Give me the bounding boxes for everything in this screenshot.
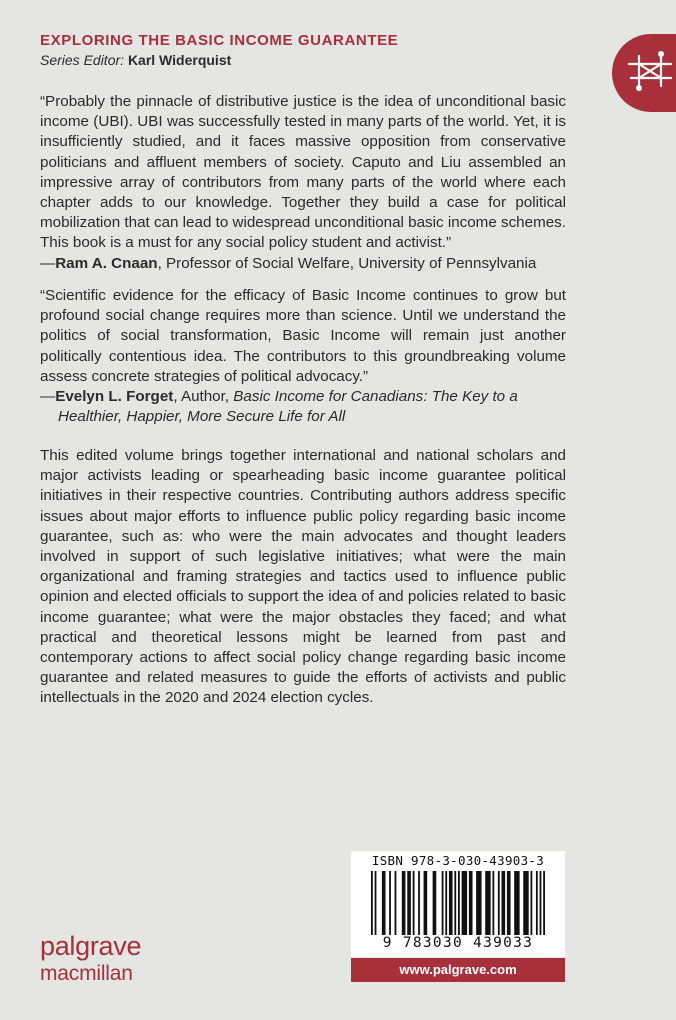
endorser-book-title: Basic Income for Canadians: The Key to a Healthier, Happier, More Secure Life for All — [58, 388, 518, 426]
barcode-bar — [458, 871, 460, 935]
barcode — [371, 871, 545, 935]
barcode-bar — [402, 871, 406, 935]
palgrave-star-icon — [625, 44, 676, 98]
barcode-bar — [462, 871, 467, 935]
endorsement-attribution — [40, 254, 566, 274]
book-description — [40, 446, 566, 709]
attribution-dash: — — [40, 254, 56, 272]
barcode-bar — [424, 871, 428, 935]
barcode-bar — [407, 871, 411, 935]
series-editor-label: Series Editor: — [40, 52, 125, 68]
barcode-bar — [442, 871, 444, 935]
endorser-role: , Professor of Social Welfare, University of Pennsylvania — [157, 254, 537, 272]
endorsement-quote: “Probably the pinnacle of distributive justice is the idea of unconditional basic income (UBI). UBI was successfully tested in many parts of the world. Yet, it is insufficiently studied, and it faces massive opposition from conservative politicians and affluent members of society. Caputo and Liu assembled an impressive array of contributors from many parts of the world where each chapter adds to our knowledge. Together they build a case for political mobilization that can lead to widespread unconditional basic income schemes. This book is a must for any social policy student and activist.” — [40, 93, 566, 252]
endorser-name: Evelyn L. Forget — [55, 388, 174, 406]
barcode-digits: 9 783030 439033 — [382, 935, 534, 951]
endorsement-2 — [40, 286, 566, 427]
barcode-bar — [469, 871, 473, 935]
logo-line-2: macmillan — [40, 962, 133, 985]
barcode-bar — [536, 871, 538, 935]
isbn-label: ISBN 978-3-030-43903-3 — [371, 853, 545, 868]
barcode-bar — [502, 871, 506, 935]
barcode-bar — [371, 871, 373, 935]
series-title: EXPLORING THE BASIC INCOME GUARANTEE — [40, 32, 399, 49]
barcode-bar — [476, 871, 481, 935]
attribution-dash: — — [40, 388, 56, 406]
endorsement-attribution — [40, 387, 566, 427]
description-text: This edited volume brings together international and national scholars and major activists leading or spearheading basic income guarantee political initiatives in their respective countries. Contributing authors address specific issues about major efforts to influence public policy regarding basic income guarantee, such as: who were the main advocates and thought leaders involved in support of such legislative initiatives; what were the main organizational and framing strategies and tactics used to influence public opinion and elected officials to support the idea of and policies related to basic income guarantee; what were the major obstacles they faced; and what practical and theoretical lessons might be learned from past and contemporary actions to affect social policy change regarding basic income guarantee and related measures to guide the efforts of activists and public intellectuals in the 2020 and 2024 election cycles. — [40, 447, 566, 707]
barcode-bar — [507, 871, 511, 935]
endorser-name: Ram A. Cnaan — [55, 254, 158, 272]
barcode-bar — [543, 871, 545, 935]
publisher-url[interactable]: www.palgrave.com — [351, 958, 565, 982]
barcode-bar — [540, 871, 542, 935]
barcode-bar — [433, 871, 437, 935]
barcode-bar — [389, 871, 391, 935]
endorsement-1 — [40, 92, 566, 274]
barcode-bar — [382, 871, 386, 935]
barcode-bar — [485, 871, 490, 935]
barcode-bar — [514, 871, 519, 935]
barcode-bar — [454, 871, 456, 935]
publisher-badge — [612, 34, 676, 112]
barcode-bar — [492, 871, 494, 935]
barcode-bar — [523, 871, 528, 935]
endorser-role: , Author, — [173, 388, 234, 406]
series-editor — [40, 52, 231, 68]
barcode-bar — [375, 871, 377, 935]
endorsement-quote: “Scientific evidence for the efficacy of Basic Income continues to grow but profound social change requires more than science. Until we understand the politics of social transformation, Basic Income will remain just another politically contentious idea. The contributors to this groundbreaking volume assess concrete strategies of political advocacy.” — [40, 287, 566, 385]
barcode-bar — [449, 871, 453, 935]
barcode-bar — [418, 871, 420, 935]
isbn-barcode-box — [351, 851, 565, 957]
barcode-bar — [395, 871, 397, 935]
barcode-bar — [445, 871, 447, 935]
barcode-bar — [531, 871, 533, 935]
logo-line-1: palgrave — [40, 931, 142, 961]
barcode-bar — [413, 871, 415, 935]
series-editor-name: Karl Widerquist — [127, 52, 232, 68]
barcode-bar — [498, 871, 500, 935]
palgrave-macmillan-logo — [40, 933, 141, 984]
